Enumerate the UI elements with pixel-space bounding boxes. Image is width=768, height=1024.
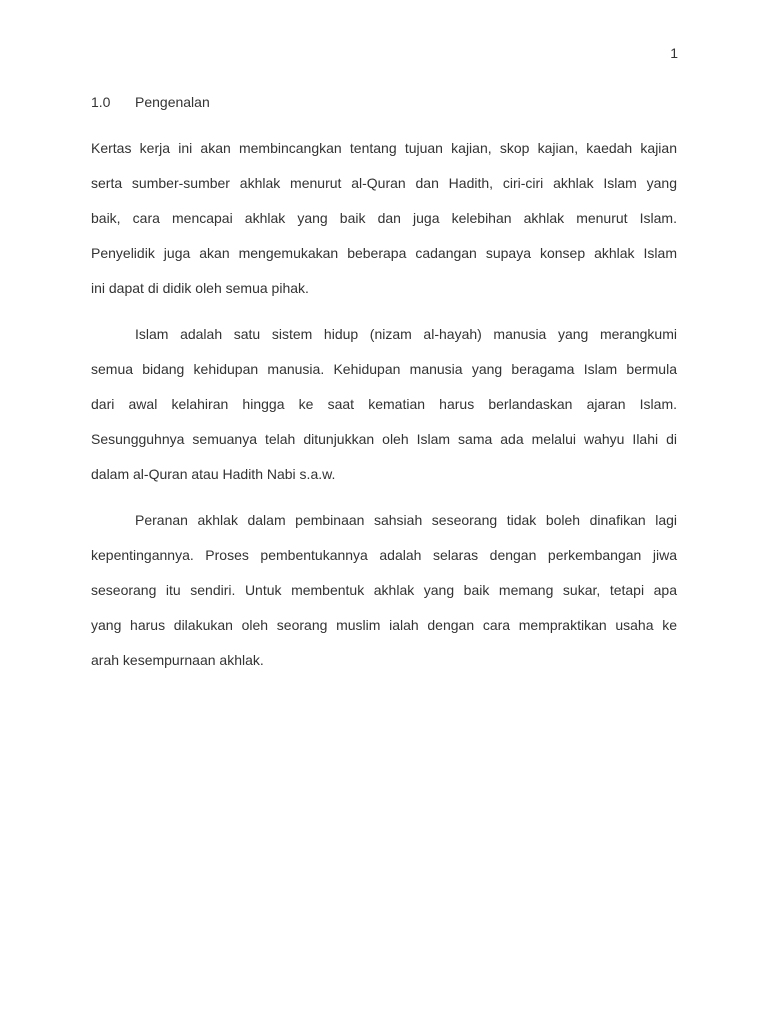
paragraph-line: serta sumber-sumber akhlak menurut al-Quran dan Hadith, ciri-ciri akhlak Islam yang: [91, 175, 677, 191]
paragraph-3: [91, 510, 677, 685]
paragraph-line: arah kesempurnaan akhlak.: [91, 652, 264, 668]
paragraph-line: Islam adalah satu sistem hidup (nizam al-hayah) manusia yang merangkumi: [135, 326, 677, 342]
paragraph-1: [91, 138, 677, 313]
section-number: 1.0: [91, 94, 111, 110]
paragraph-line: Penyelidik juga akan mengemukakan beberapa cadangan supaya konsep akhlak Islam: [91, 245, 677, 261]
section-title: Pengenalan: [135, 94, 210, 110]
paragraph-line: Peranan akhlak dalam pembinaan sahsiah seseorang tidak boleh dinafikan lagi: [135, 512, 677, 528]
paragraph-line: dari awal kelahiran hingga ke saat kematian harus berlandaskan ajaran Islam.: [91, 396, 677, 412]
paragraph-line: kepentingannya. Proses pembentukannya adalah selaras dengan perkembangan jiwa: [91, 547, 677, 563]
page-number: 1: [670, 45, 678, 61]
paragraph-2: [91, 324, 677, 499]
paragraph-line: seseorang itu sendiri. Untuk membentuk akhlak yang baik memang sukar, tetapi apa: [91, 582, 677, 598]
paragraph-line: ini dapat di didik oleh semua pihak.: [91, 280, 309, 296]
paragraph-line: dalam al-Quran atau Hadith Nabi s.a.w.: [91, 466, 336, 482]
paragraph-line: baik, cara mencapai akhlak yang baik dan juga kelebihan akhlak menurut Islam.: [91, 210, 677, 226]
section-heading: [91, 93, 210, 111]
body-text: [91, 138, 677, 696]
paragraph-line: yang harus dilakukan oleh seorang muslim ialah dengan cara mempraktikan usaha ke: [91, 617, 677, 633]
paragraph-line: semua bidang kehidupan manusia. Kehidupan manusia yang beragama Islam bermula: [91, 361, 677, 377]
paragraph-line: Sesungguhnya semuanya telah ditunjukkan oleh Islam sama ada melalui wahyu Ilahi di: [91, 431, 677, 447]
paragraph-line: Kertas kerja ini akan membincangkan tentang tujuan kajian, skop kajian, kaedah kajian: [91, 140, 677, 156]
